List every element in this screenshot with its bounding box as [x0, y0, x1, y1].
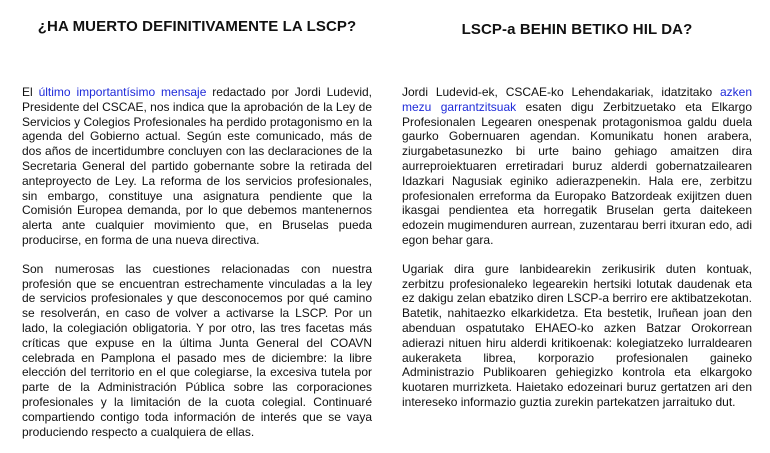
basque-message-link[interactable]: azken mezu garrantzitsuak	[402, 85, 752, 114]
spanish-p1-intro: El	[22, 85, 39, 99]
spanish-body	[22, 85, 372, 453]
spanish-p1-text: redactado por Jordi Ludevid, Presidente del CSCAE, nos indica que la aprobación de la Ley de Servicios y Colegios Profesionales ha perdido protagonismo en la agenda del Gobierno actual. Según este comunicado, más de dos años de incertidumbre concluyen con las declaraciones de la Secretaria General del partido gobernante sobre la retirada del anteproyecto de Ley. La reforma de los servicios profesionales, sin embargo, constituye una asignatura pendiente que la Comisión Europea demanda, por lo que debemos mantenernos alerta ante cualquier movimiento que, en Bruselas pueda producirse, en forma de una nueva directiva.	[22, 85, 373, 247]
basque-paragraph-2: Ugariak dira gure lanbidearekin zerikusirik duten kontuak, zerbitzu profesionaleko legearekin hertsiki lotutak daudenak eta ez dakigu zelan ebatziko diren LSCP-a berriro ere aktibatzekotan. Batetik, nahitaezko elkarkidetza. Eta bestetik, Iruñean joan den abenduan ospatutako EHAEO-ko azken Batzar Orokorrean adierazi nituen hiru alderdi kritikoenak: kolegiatzeko lurraldearen aukeraketa librea, korporazio profesionalen gaineko Administrazio Publikoaren gehiegizko kontrola eta elkargoko kuotaren murrizketa. Haietako edozeinari buruz gertatzen ari den intereseko informazio guztia zurekin partekatzen jarraituko dut.	[402, 261, 752, 409]
basque-body	[402, 85, 752, 424]
spanish-paragraph-2: Son numerosas las cuestiones relacionadas con nuestra profesión que se encuentran estrechamente vinculadas a la ley de servicios profesionales y que desconocemos por qué camino se resolverán, en caso de volver a activarse la LSCP. Por un lado, la colegiación obligatoria. Y por otro, las tres facetas más críticas que expuse en la última Junta General del COAVN celebrada en Pamplona el pasado mes de diciembre: la libre elección del territorio en el que colegiarse, la excesiva tutela por parte de la Administración Pública sobre las corporaciones profesionales y la limitación de la cuota colegial. Continuaré compartiendo contigo toda información de interés que se vaya produciendo respecto a cualquiera de ellas.	[22, 261, 372, 439]
basque-p1-intro: Jordi Ludevid-ek, CSCAE-ko Lehendakariak, idatzitako	[402, 85, 720, 99]
basque-paragraph-1	[402, 85, 752, 248]
spanish-message-link[interactable]: último importantísimo mensaje	[38, 85, 207, 99]
spanish-paragraph-1	[22, 85, 372, 248]
basque-p1-text: esaten digu Zerbitzuetako eta Elkargo Profesionalen Legearen onespenak protagonismoa galdu duela gaurko Gobernuaren agendan. Komunikatu honen arabera, ziurgabetasunezko bi urte baino gehiago amaitzen dira aurreproiektuaren erretiradari buruz alderdi gobernatzailearen Idazkari Nagusiak eginiko adierazpenekin. Hala ere, zerbitzu profesionalen erreforma da Europako Batzordeak exijitzen duen ikasgai pendientea eta horregatik Bruselan gerta daitekeen edozein mugimenduren aurrean, zuzentarau berri itxuran edo, adi egon behar gara.	[402, 99, 753, 247]
basque-title: LSCP-a BEHIN BETIKO HIL DA?	[461, 21, 693, 38]
spanish-title: ¿HA MUERTO DEFINITIVAMENTE LA LSCP?	[37, 18, 357, 35]
